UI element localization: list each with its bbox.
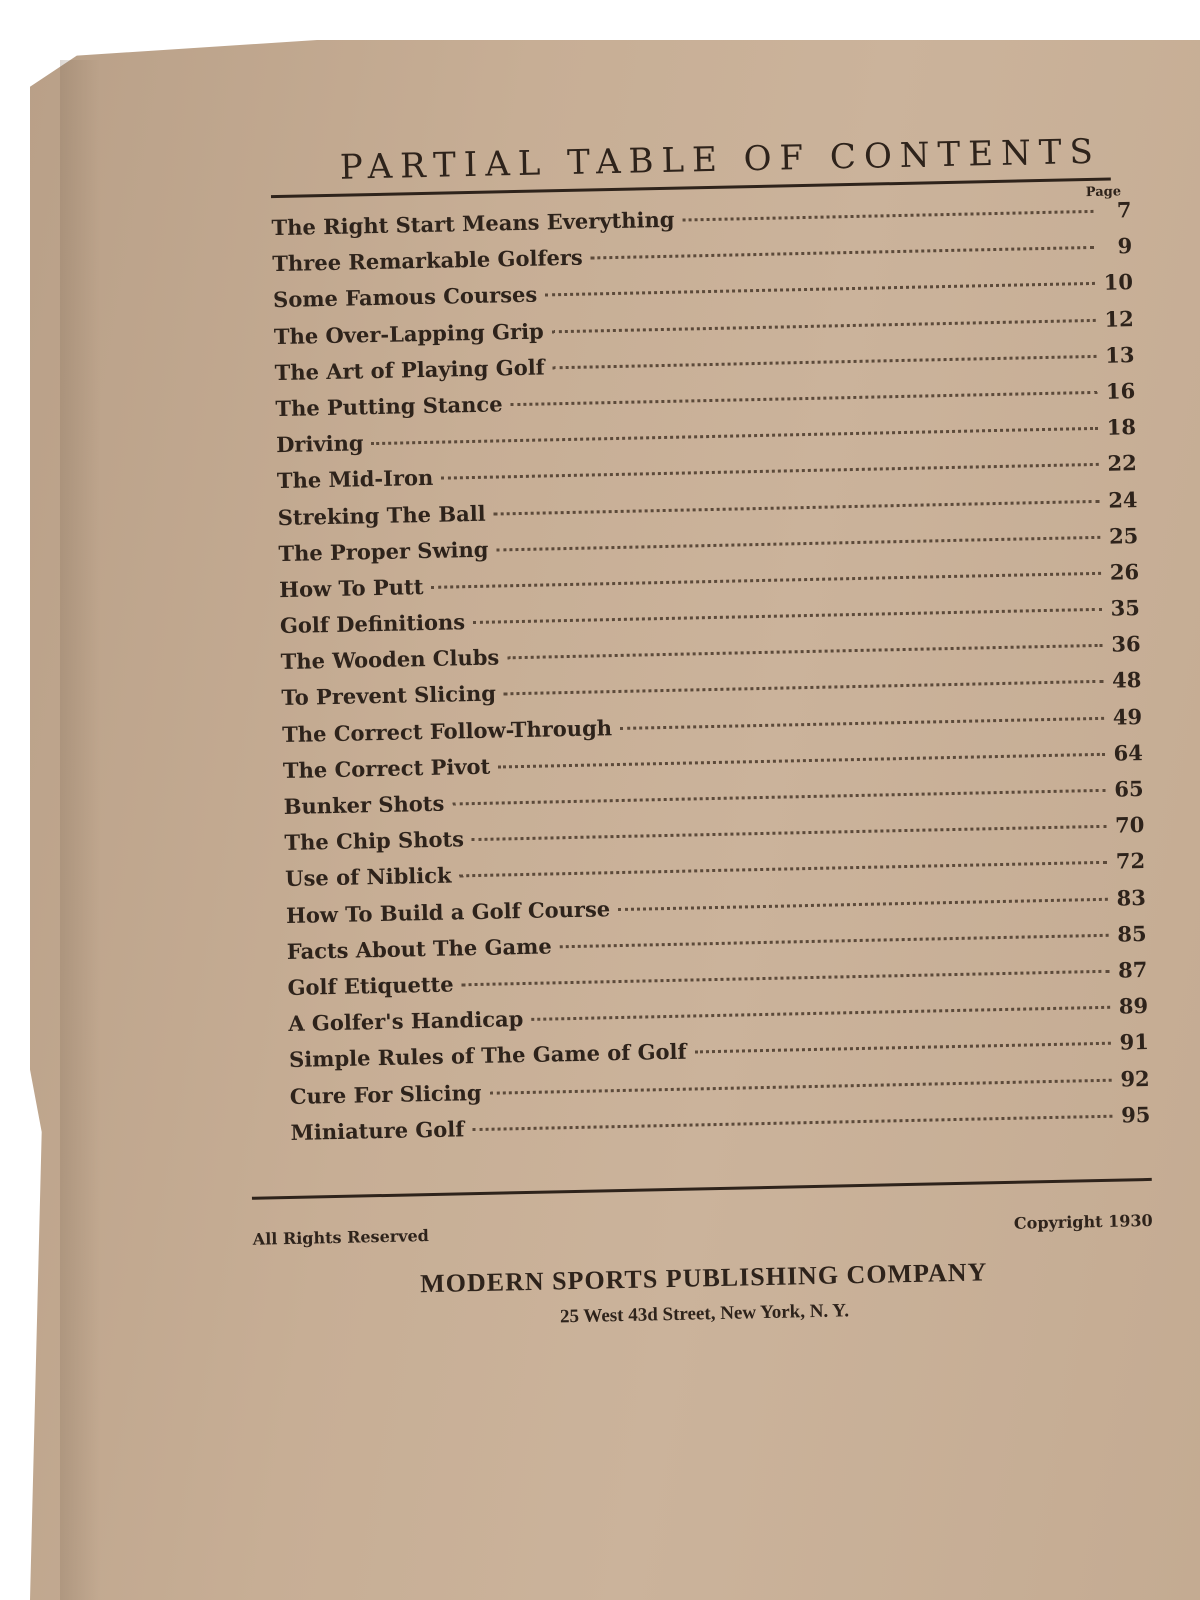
toc-entry-page: 35 [1110,595,1141,621]
toc-leader-dots [496,536,1100,552]
toc-entry-title: A Golfer's Handicap [288,1006,524,1037]
toc-leader-dots [372,427,1099,445]
toc-entry-page: 83 [1116,884,1147,911]
toc-entry-title: Golf Etiquette [287,971,454,1000]
toc-leader-dots [472,1114,1112,1130]
toc-leader-dots [531,1006,1110,1021]
toc-entry-title: The Correct Follow-Through [281,714,613,747]
document-title: PARTIAL TABLE OF CONTENTS [339,131,1102,188]
toc-entry-title: The Proper Swing [278,536,489,566]
toc-leader-dots [618,897,1108,910]
toc-entry-title: Facts About The Game [286,933,552,964]
toc-entry-title: Some Famous Courses [272,281,538,313]
toc-leader-dots [489,1078,1111,1094]
bottom-rule [252,1178,1152,1200]
toc-leader-dots [695,1042,1111,1054]
toc-entry-title: Golf Definitions [279,609,466,639]
toc-entry-title: The Putting Stance [275,391,503,422]
toc-entry-title: Cure For Slicing [289,1079,482,1109]
page-edge-shadow [60,60,100,1600]
toc-leader-dots [545,282,1095,297]
toc-entry-title: Bunker Shots [283,790,445,820]
toc-entry-page: 85 [1117,920,1147,947]
toc-entry-page: 87 [1117,956,1148,983]
toc-entry-title: The Mid-Iron [276,465,434,494]
toc-leader-dots [682,210,1093,222]
toc-leader-dots [620,716,1104,729]
toc-entry-page: 9 [1117,233,1133,259]
toc-leader-dots [441,463,1099,480]
toc-entry-page: 25 [1108,522,1139,549]
toc-entry-page: 12 [1104,305,1134,332]
toc-entry-page: 10 [1103,269,1134,296]
toc-leader-dots [507,644,1102,659]
toc-entry-title: The Correct Pivot [282,753,491,783]
toc-entry-title: The Chip Shots [284,826,465,856]
toc-entry-page: 26 [1109,558,1140,585]
toc-leader-dots [431,572,1101,589]
toc-entry-page: 72 [1115,848,1146,874]
toc-entry-title: Simple Rules of The Game of Golf [288,1038,687,1073]
copyright-text: Copyright 1930 [1013,1210,1153,1233]
toc-leader-dots [591,246,1095,260]
toc-leader-dots [494,499,1100,515]
toc-leader-dots [552,318,1096,332]
publisher-address: 25 West 43d Street, New York, N. Y. [559,1300,850,1328]
toc-entry-page: 91 [1119,1029,1150,1055]
table-of-contents [231,197,1151,1157]
toc-entry-page: 48 [1111,667,1142,694]
toc-leader-dots [472,825,1106,841]
toc-leader-dots [473,608,1102,624]
toc-entry-title: How To Putt [278,573,424,602]
toc-entry-title: The Right Start Means Everything [271,206,675,241]
toc-entry-page: 92 [1120,1065,1150,1092]
toc-entry-page: 64 [1113,739,1144,766]
toc-entry-title: Miniature Golf [290,1115,465,1145]
toc-entry-page: 22 [1107,450,1138,477]
toc-entry-page: 70 [1114,812,1145,838]
toc-entry-title: Use of Niblick [285,862,452,892]
toc-entry-title: How To Build a Golf Course [285,895,611,928]
toc-entry-page: 89 [1118,993,1149,1019]
publisher-name: MODERN SPORTS PUBLISHING COMPANY [419,1257,988,1299]
toc-entry-page: 49 [1112,703,1143,730]
toc-leader-dots [452,789,1105,806]
toc-entry-title: The Over-Lapping Grip [273,318,544,349]
toc-leader-dots [498,753,1105,769]
toc-leader-dots [511,391,1098,406]
toc-entry-page: 18 [1106,414,1137,440]
document-content [230,131,1175,1335]
rights-text: All Rights Reserved [252,1225,430,1249]
toc-entry-title: The Wooden Clubs [280,644,500,675]
toc-entry-title: Streking The Ball [277,500,486,530]
toc-entry-page: 7 [1116,197,1132,223]
toc-leader-dots [462,970,1110,987]
toc-entry-page: 13 [1104,341,1135,368]
toc-entry-page: 36 [1111,631,1141,657]
toc-leader-dots [560,934,1109,948]
toc-leader-dots [460,861,1108,878]
toc-entry-title: Three Remarkable Golfers [272,244,583,277]
toc-entry-title: The Art of Playing Golf [274,354,545,385]
toc-entry-page: 24 [1108,486,1138,513]
toc-entry-page: 16 [1105,378,1136,404]
toc-leader-dots [553,355,1097,369]
toc-entry-title: To Prevent Slicing [281,680,497,711]
footer-line [253,1211,1153,1249]
toc-leader-dots [504,680,1103,696]
toc-entry-title: Driving [275,430,364,458]
page-column-label: Page [1085,184,1122,201]
toc-entry-page: 65 [1114,776,1144,802]
toc-entry-page: 95 [1120,1101,1151,1128]
